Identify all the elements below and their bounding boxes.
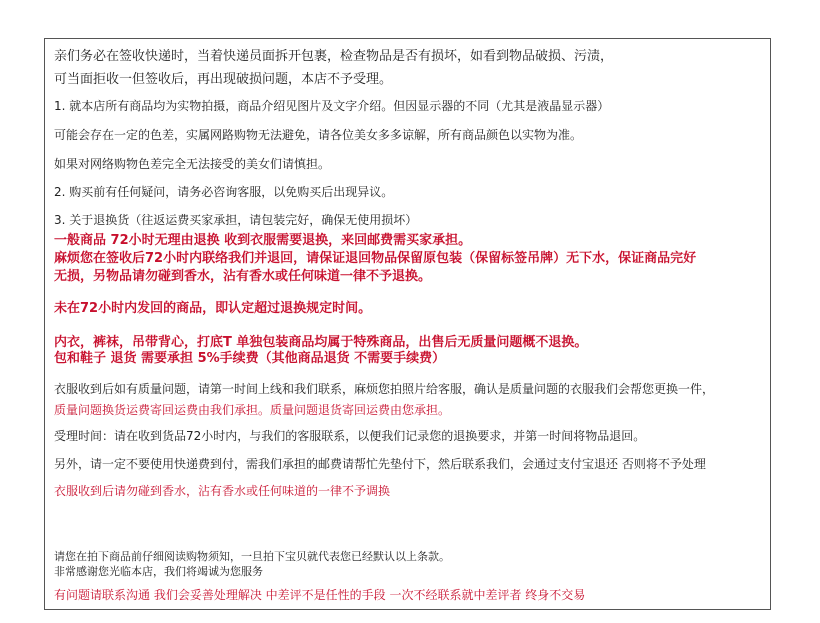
quality-issue-line: 衣服收到后如有质量问题，请第一时间上线和我们联系，麻烦您拍照片给客服，确认是质量问题的衣服我们会帮您更换一件， [54, 382, 715, 396]
closing-line-2: 非常感谢您光临本店，我们将竭诚为您服务 [54, 565, 263, 578]
return-policy-conditions-cont: 无损，另物品请勿碰到香水，沾有香水或任何味道一律不予退换。 [54, 269, 432, 284]
policy-item-1-note: 如果对网络购物色差完全无法接受的美女们请慎担。 [54, 157, 331, 171]
notice-frame [44, 38, 771, 610]
closing-line-1: 请您在拍下商品前仔细阅读购物须知，一旦拍下宝贝就代表您已经默认以上条款。 [54, 550, 450, 563]
policy-item-1-cont: 可能会存在一定的色差，实属网路购物无法避免，请各位美女多多谅解，所有商品颜色以实物为准。 [54, 128, 583, 142]
return-policy-conditions: 麻烦您在签收后72小时内联络我们并退回，请保证退回物品保留原包装（保留标签吊牌）无下水，保证商品完好 [54, 251, 697, 266]
quality-issue-shipping: 质量问题换货运费寄回运费由我们承担。质量问题退货寄回运费由您承担。 [54, 403, 451, 417]
intro-line-2: 可当面拒收一但签收后，再出现破损问题，本店不予受理。 [54, 72, 393, 87]
policy-item-1: 1. 就本店所有商品均为实物拍摄，商品介绍见图片及文字介绍。但因显示器的不同（尤其是液晶显示器） [54, 99, 610, 113]
special-items-note: 内衣，裤袜，吊带背心，打底T 单独包装商品均属于特殊商品，出售后无质量问题概不退换。 [54, 335, 588, 350]
acceptance-time: 受理时间：请在收到货品72小时内，与我们的客服联系，以便我们记录您的退换要求，并第一时间将物品退回。 [54, 429, 646, 443]
policy-item-3: 3. 关于退换货（往返运费买家承担，请包装完好，确保无使用损坏） [54, 213, 418, 227]
footer-notice: 有问题请联系沟通 我们会妥善处理解决 中差评不是任性的手段 一次不经联系就中差评者 终身不交易 [54, 588, 586, 602]
return-policy-general: 一般商品 72小时无理由退换 收到衣服需要退换，来回邮费需买家承担。 [54, 233, 472, 248]
policy-item-2: 2. 购买前有任何疑问，请务必咨询客服，以免购买后出现异议。 [54, 185, 394, 199]
perfume-note: 衣服收到后请勿碰到香水，沾有香水或任何味道的一律不予调换 [54, 484, 391, 498]
return-deadline-note: 未在72小时内发回的商品，即认定超过退换规定时间。 [54, 301, 372, 316]
bags-shoes-fee-note: 包和鞋子 退货 需要承担 5%手续费（其他商品退货 不需要手续费） [54, 351, 446, 366]
intro-line-1: 亲们务必在签收快递时，当着快递员面拆开包裹，检查物品是否有损坏，如看到物品破损、污渍， [54, 49, 614, 64]
shipping-fee-note: 另外，请一定不要使用快递费到付，需我们承担的邮费请帮忙先垫付下，然后联系我们，会通过支付宝退还 否则将不予处理 [54, 457, 706, 471]
